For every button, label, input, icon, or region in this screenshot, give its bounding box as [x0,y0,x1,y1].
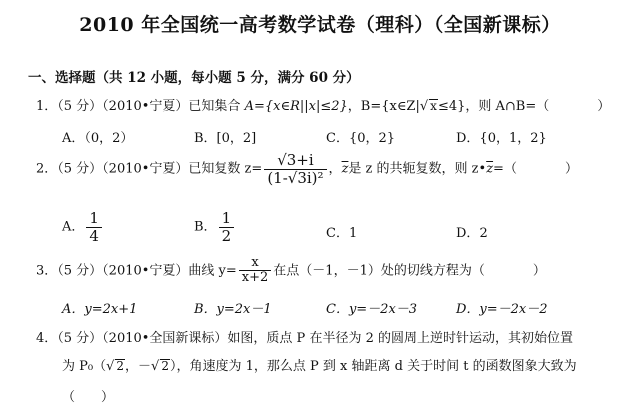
q4-sqrt-2: √ 2 [151,359,169,374]
q2-stem: 2．（5 分）（2010•宁夏）已知复数 z= [36,161,263,177]
q2-option-d[interactable]: D．2 [456,226,488,241]
question-4-answer-paren: （ ） [62,390,115,405]
q3-tail: 在点（－1，－1）处的切线方程为（ [273,263,485,279]
question-4-line-2: 为 P₀（√ 2，－√ 2），角速度为 1，那么点 P 到 x 轴距离 d 关于时间 t 的函数图象大致为 [62,359,577,374]
q2-option-c[interactable]: C．1 [326,226,358,241]
q3-option-d[interactable]: D．y=－2x－2 [456,302,548,317]
q1-option-b[interactable]: B．[0，2] [194,131,257,146]
question-3: 3．（5 分）（2010•宁夏）曲线 y= $\frac{x}{x+2}$ 在点（－1，－1）处的切线方程为（ ） [36,255,546,286]
q4-sqrt-1: √ 2 [106,359,125,374]
q2-option-b[interactable]: B． $\frac{1}{2}$ [194,210,236,244]
q2-description: 是 z 的共轭复数，则 z• [348,161,487,177]
q2-fraction: $\frac{√3+i}{\text{(1-√3i)²}}$ [264,152,326,186]
question-2: 2．（5 分）（2010•宁夏）已知复数 z= $\frac{√3+i}{\text{(1-√3i)²}}$ ，$\overline{z}$是 z 的共轭复数，则 $z•\overline{z}=$（ ） [36,151,578,187]
question-4-line-1: 4．（5 分）（2010•全国新课标）如图，质点 P 在半径为 2 的圆周上逆时针运动，其初始位置 [36,331,573,346]
q1-tail: ≤4}，则 A∩B=（ [437,99,550,114]
q3-option-b[interactable]: B．y=2x－1 [194,302,272,317]
question-1 [36,95,610,114]
q1-close: ） [597,99,611,114]
q3-option-c[interactable]: C．y=－2x－3 [326,302,418,317]
q1-set-b-start: ，B={x∈Z| [347,99,420,114]
q1-set-a: A={x∈R||x|≤2} [244,99,348,114]
q1-option-a[interactable]: A．（0，2） [62,131,134,146]
q3-option-a[interactable]: A．y=2x+1 [62,302,138,317]
q3-fraction: $\frac{x}{x+2}$ [239,256,272,286]
q1-sqrt: √ x [419,99,437,114]
q2-option-a[interactable]: A． $\frac{1}{4}$ [62,210,104,244]
q1-option-d[interactable]: D．{0，1，2} [456,131,547,146]
exam-title: 2010 年全国统一高考数学试卷（理科）（全国新课标） [79,14,561,36]
q1-stem: 1．（5 分）（2010•宁夏）已知集合 [36,99,245,114]
q2-conjugate: $\overline{z}$ [341,161,349,177]
section-heading: 一、选择题（共 12 小题，每小题 5 分，满分 60 分） [28,70,360,86]
q1-option-c[interactable]: C．{0，2} [326,131,396,146]
q3-stem: 3．（5 分）（2010•宁夏）曲线 y= [36,263,237,279]
